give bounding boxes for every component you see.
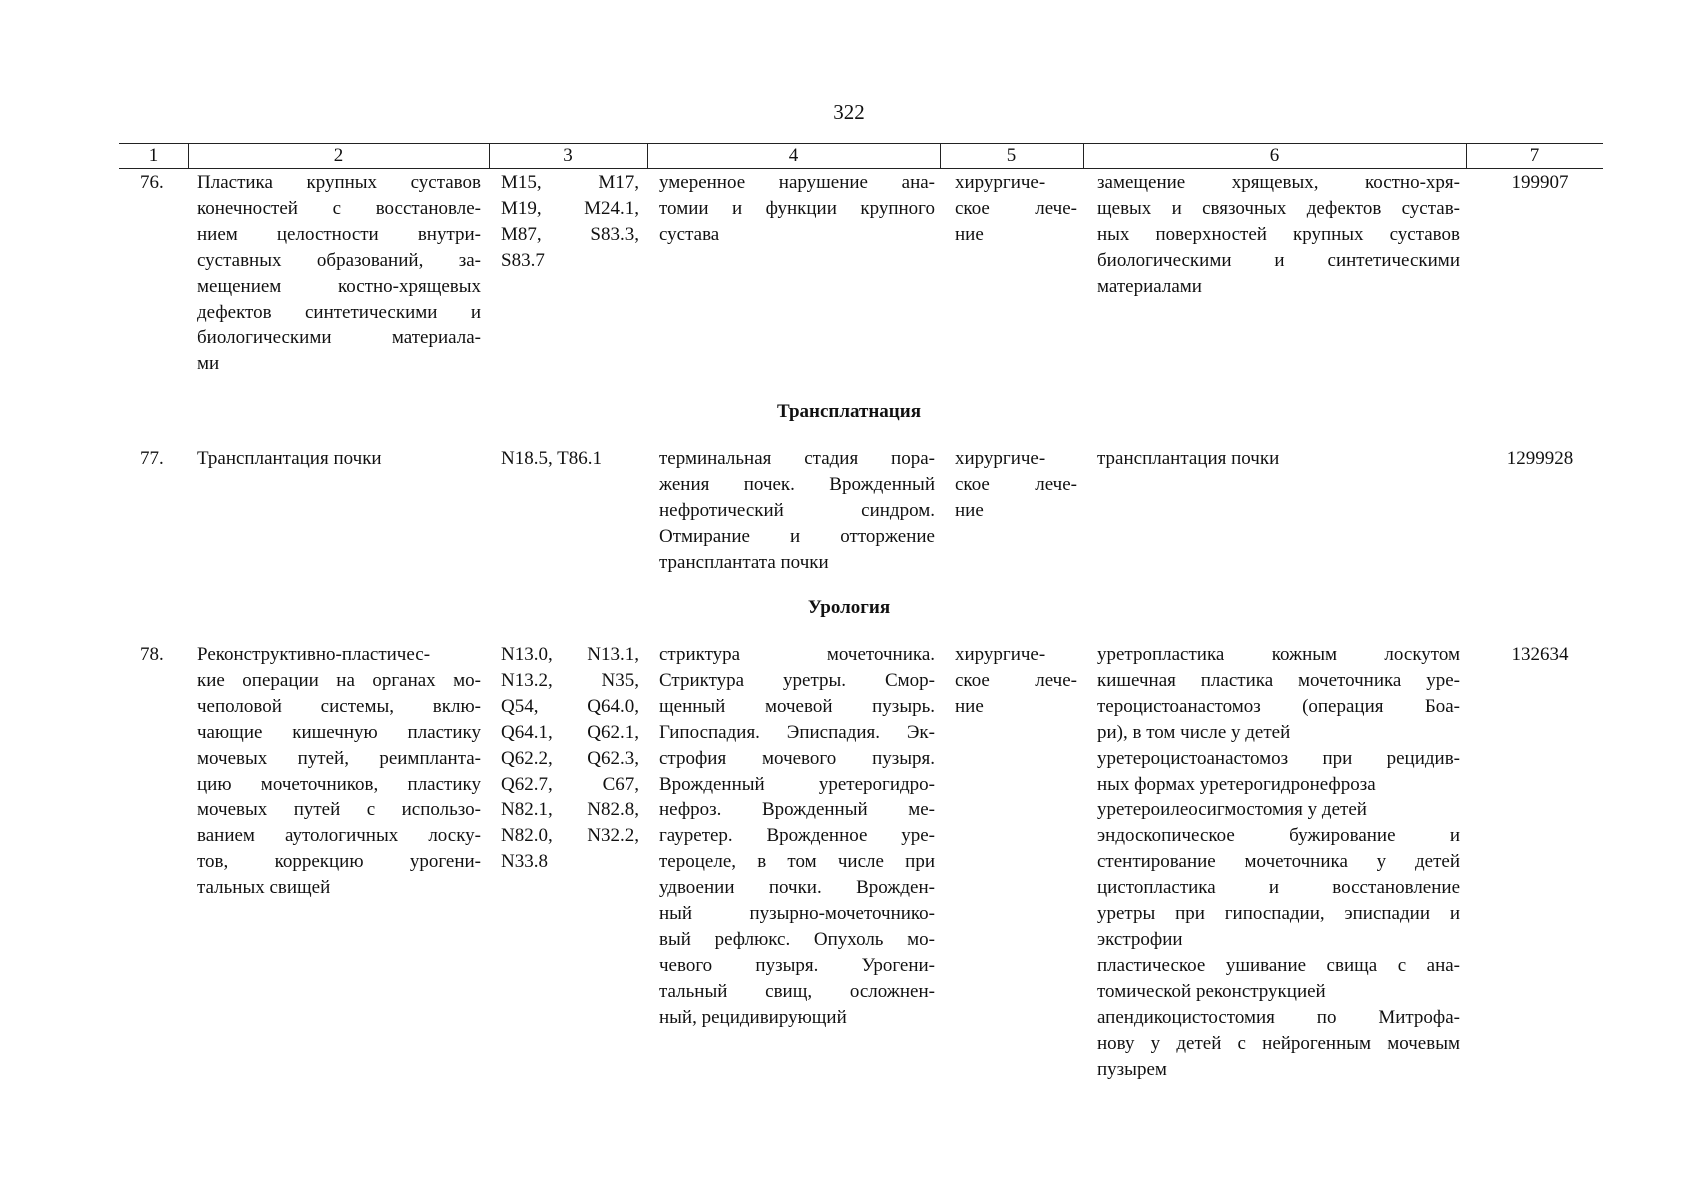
text-line: экстрофии [1097, 928, 1183, 950]
text-line: N13.0, N13.1, [501, 644, 639, 665]
text-line: ный, рецидивирующий [659, 1006, 847, 1028]
text-line: кишечная пластика мочеточника уре- [1097, 669, 1460, 691]
text-line: нефротический синдром. [659, 499, 935, 521]
text-line: стентирование мочеточника у детей [1097, 851, 1460, 873]
patient-model [659, 642, 935, 1031]
text-line: Отмирание и отторжение [659, 525, 935, 547]
treatment-name [197, 170, 481, 377]
text-line: мещением костно-хрящевых [197, 275, 481, 297]
text-line: вый рефлюкс. Опухоль мо- [659, 928, 935, 950]
text-line: уретры при гипоспадии, эписпадии и [1097, 903, 1460, 925]
text-line: ных поверхностей крупных суставов [1097, 223, 1460, 245]
text-line: Пластика крупных суставов [197, 172, 481, 193]
text-line: ри), в том числе у детей [1097, 721, 1291, 743]
text-line: мочевых путей, реимпланта- [197, 747, 481, 769]
treatment-method [1097, 170, 1460, 300]
text-line: хирургиче- [955, 448, 1046, 469]
cost-value: 1299928 [1506, 448, 1574, 469]
text-line: кие операции на органах мо- [197, 669, 481, 691]
text-line: трансплантата почки [659, 551, 829, 573]
patient-model [659, 446, 935, 576]
row-number: 77. [140, 448, 164, 469]
text-line: Q64.1, Q62.1, [501, 721, 639, 743]
column-header-row [119, 143, 1603, 169]
treatment-method [1097, 642, 1460, 1082]
text-line: чеполовой системы, вклю- [197, 695, 481, 717]
text-line: Q62.2, Q62.3, [501, 747, 639, 769]
text-line: N18.5, T86.1 [501, 448, 602, 469]
treatment-name [197, 446, 481, 472]
text-line: тальный свищ, осложнен- [659, 980, 935, 1002]
text-line: Реконструктивно-пластичес- [197, 644, 431, 665]
section-heading: Трансплатнация [777, 401, 921, 422]
column-header-5: 5 [1006, 145, 1017, 166]
treatment-type [955, 446, 1077, 524]
text-line: Гипоспадия. Эписпадия. Эк- [659, 721, 935, 743]
section-heading: Урология [807, 597, 891, 618]
text-line: стриктура мочеточника. [659, 644, 935, 665]
text-line: умеренное нарушение ана- [659, 172, 935, 193]
text-line: N33.8 [501, 851, 548, 873]
row-number: 76. [140, 172, 164, 193]
text-line: чевого пузыря. Урогени- [659, 954, 935, 976]
text-line: ми [197, 353, 220, 375]
text-line: ние [955, 499, 984, 521]
text-line: N13.2, N35, [501, 669, 639, 691]
text-line: тов, коррекцию урогени- [197, 851, 481, 873]
text-line: ванием аутологичных лоску- [197, 825, 481, 847]
text-line: нефроз. Врожденный ме- [659, 799, 935, 821]
text-line: Врожденный уретерогидро- [659, 773, 935, 795]
treatment-type [955, 170, 1077, 248]
text-line: конечностей с восстановле- [197, 197, 481, 219]
text-line: S83.7 [501, 249, 545, 271]
text-line: томии и функции крупного [659, 197, 935, 219]
text-line: цистопластика и восстановление [1097, 877, 1460, 899]
treatment-method [1097, 446, 1460, 472]
text-line: суставных образований, за- [197, 249, 481, 271]
text-line: гауретер. Врожденное уре- [659, 825, 935, 847]
patient-model [659, 170, 935, 248]
text-line: чающие кишечную пластику [197, 721, 481, 743]
icd-codes [501, 642, 639, 875]
text-line: хирургиче- [955, 644, 1046, 665]
text-line: ный пузырно-мочеточнико- [659, 903, 935, 925]
text-line: цию мочеточников, пластику [197, 773, 481, 795]
text-line: биологическими материала- [197, 327, 481, 349]
column-header-3: 3 [563, 145, 573, 166]
text-line: пузырем [1097, 1058, 1167, 1080]
text-line: Трансплантация почки [197, 448, 382, 469]
text-line: ское лече- [955, 669, 1077, 691]
cost-value: 199907 [1511, 172, 1569, 193]
text-line: M87, S83.3, [501, 223, 639, 245]
text-line: уретероилеосигмостомия у детей [1097, 799, 1367, 821]
text-line: тероцистоанастомоз (операция Боа- [1097, 695, 1460, 717]
text-line: жения почек. Врожденный [659, 473, 935, 495]
text-line: дефектов синтетическими и [197, 301, 481, 323]
treatment-type [955, 642, 1077, 720]
text-line: пластическое ушивание свища с ана- [1097, 954, 1460, 976]
text-line: ское лече- [955, 197, 1077, 219]
row-number: 78. [140, 644, 164, 665]
text-line: биологическими и синтетическими [1097, 249, 1460, 271]
text-line: Q54, Q64.0, [501, 695, 639, 717]
text-line: Стриктура уретры. Смор- [659, 669, 935, 691]
text-line: ных формах уретерогидронефроза [1097, 773, 1376, 795]
text-line: щенный мочевой пузырь. [659, 695, 935, 717]
text-line: ское лече- [955, 473, 1077, 495]
column-header-7: 7 [1529, 145, 1540, 166]
text-line: хирургиче- [955, 172, 1046, 193]
text-line: апендикоцистостомия по Митрофа- [1097, 1006, 1460, 1028]
text-line: нием целостности внутри- [197, 223, 481, 245]
text-line: уретероцистоанастомоз при рецидив- [1097, 747, 1460, 769]
column-header-2: 2 [333, 145, 344, 166]
text-line: N82.0, N32.2, [501, 825, 639, 847]
text-line: тероцеле, в том числе при [659, 851, 935, 873]
text-line: нову у детей с нейрогенным мочевым [1097, 1032, 1460, 1054]
text-line: M15, M17, [501, 172, 639, 193]
text-line: удвоении почки. Врожден- [659, 877, 935, 899]
column-header-1: 1 [148, 145, 159, 166]
text-line: уретропластика кожным лоскутом [1097, 644, 1460, 665]
column-header-6: 6 [1269, 145, 1280, 166]
text-line: строфия мочевого пузыря. [659, 747, 935, 769]
text-line: трансплантация почки [1097, 448, 1280, 469]
text-line: эндоскопическое бужирование и [1097, 825, 1460, 847]
icd-codes [501, 446, 639, 472]
text-line: M19, M24.1, [501, 197, 639, 219]
text-line: терминальная стадия пора- [659, 448, 935, 469]
text-line: материалами [1097, 275, 1202, 297]
treatment-name [197, 642, 481, 901]
column-header-4: 4 [788, 145, 799, 166]
text-line: ние [955, 695, 984, 717]
text-line: N82.1, N82.8, [501, 799, 639, 821]
text-line: сустава [659, 223, 720, 245]
text-line: Q62.7, C67, [501, 773, 639, 795]
text-line: замещение хрящевых, костно-хря- [1097, 172, 1460, 193]
text-line: щевых и связочных дефектов сустав- [1097, 197, 1460, 219]
icd-codes [501, 170, 639, 274]
text-line: томической реконструкцией [1097, 980, 1326, 1002]
text-line: тальных свищей [197, 877, 331, 899]
cost-value: 132634 [1511, 644, 1569, 665]
page-number: 322 [833, 100, 865, 124]
text-line: мочевых путей с использо- [197, 799, 481, 821]
text-line: ние [955, 223, 984, 245]
